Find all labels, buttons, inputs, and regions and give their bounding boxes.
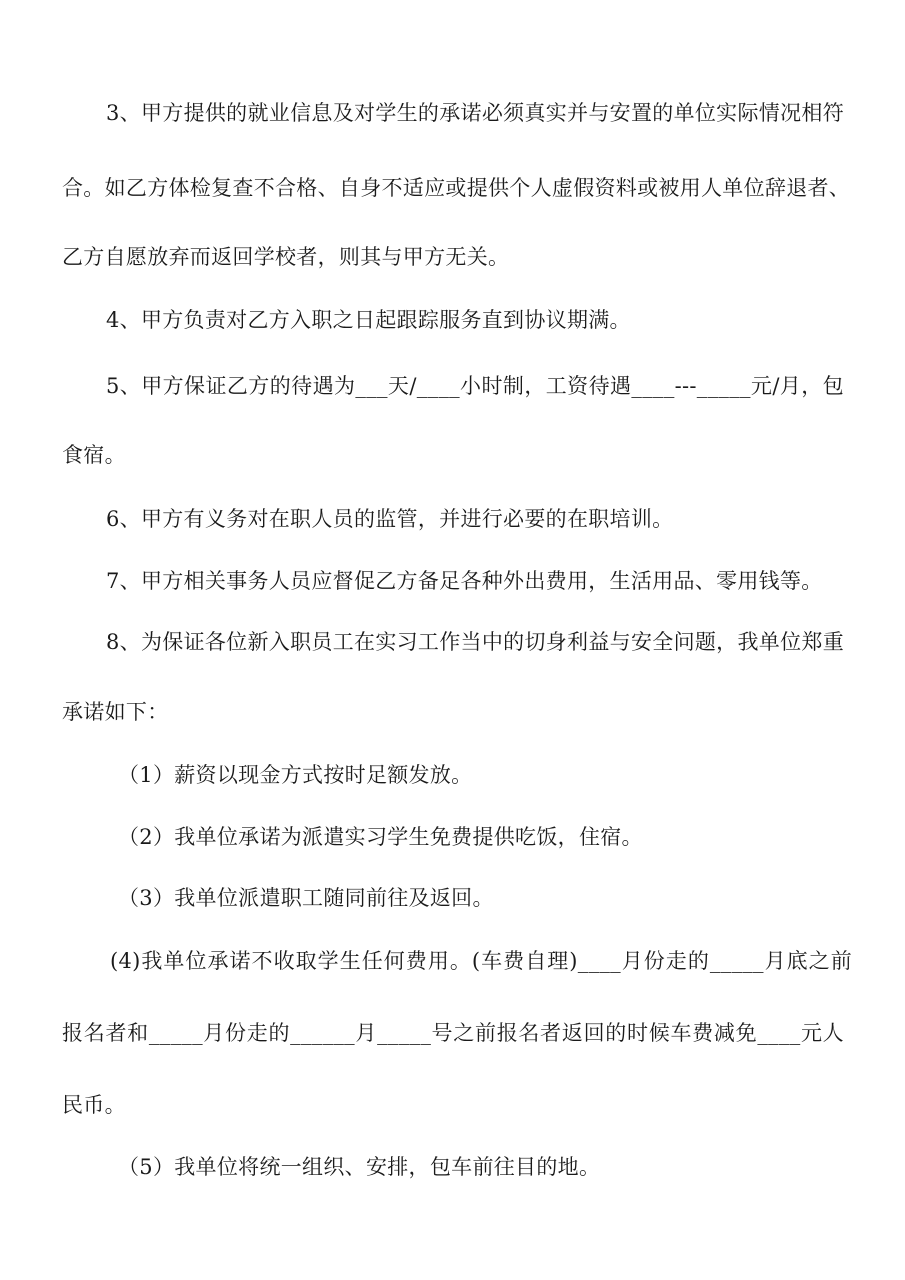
clause-8-line-1: 8、为保证各位新入职员工在实习工作当中的切身利益与安全问题，我单位郑重: [106, 630, 844, 654]
clause-4-line-1: 4、甲方负责对乙方入职之日起跟踪服务直到协议期满。: [106, 308, 631, 332]
commitment-item-4-line-2: 报名者和_____月份走的______月_____号之前报名者返回的时候车费减免____元人: [62, 1021, 844, 1045]
clause-3-line-1: 3、甲方提供的就业信息及对学生的承诺必须真实并与安置的单位实际情况相符: [106, 101, 844, 125]
commitment-item-5: （5）我单位将统一组织、安排，包车前往目的地。: [118, 1155, 601, 1179]
commitment-item-4-line-3: 民币。: [62, 1093, 126, 1117]
clause-5-line-1: 5、甲方保证乙方的待遇为___天/____小时制，工资待遇____---_____元/月，包: [106, 374, 844, 398]
clause-8-line-2: 承诺如下：: [62, 700, 169, 724]
commitment-item-1: （1）薪资以现金方式按时足额发放。: [118, 763, 473, 787]
clause-3-line-2: 合。如乙方体检复查不合格、自身不适应或提供个人虚假资料或被用人单位辞退者、: [62, 176, 851, 200]
commitment-item-4-line-1: (4)我单位承诺不收取学生任何费用。(车费自理)____月份走的_____月底之前: [110, 949, 852, 973]
clause-5-line-2: 食宿。: [62, 443, 126, 467]
clause-6-line-1: 6、甲方有义务对在职人员的监管，并进行必要的在职培训。: [106, 507, 674, 531]
clause-3-line-3: 乙方自愿放弃而返回学校者，则其与甲方无关。: [62, 245, 510, 269]
commitment-item-2: （2）我单位承诺为派遣实习学生免费提供吃饭，住宿。: [118, 825, 643, 849]
clause-7-line-1: 7、甲方相关事务人员应督促乙方备足各种外出费用，生活用品、零用钱等。: [106, 569, 823, 593]
commitment-item-3: （3）我单位派遣职工随同前往及返回。: [118, 886, 494, 910]
